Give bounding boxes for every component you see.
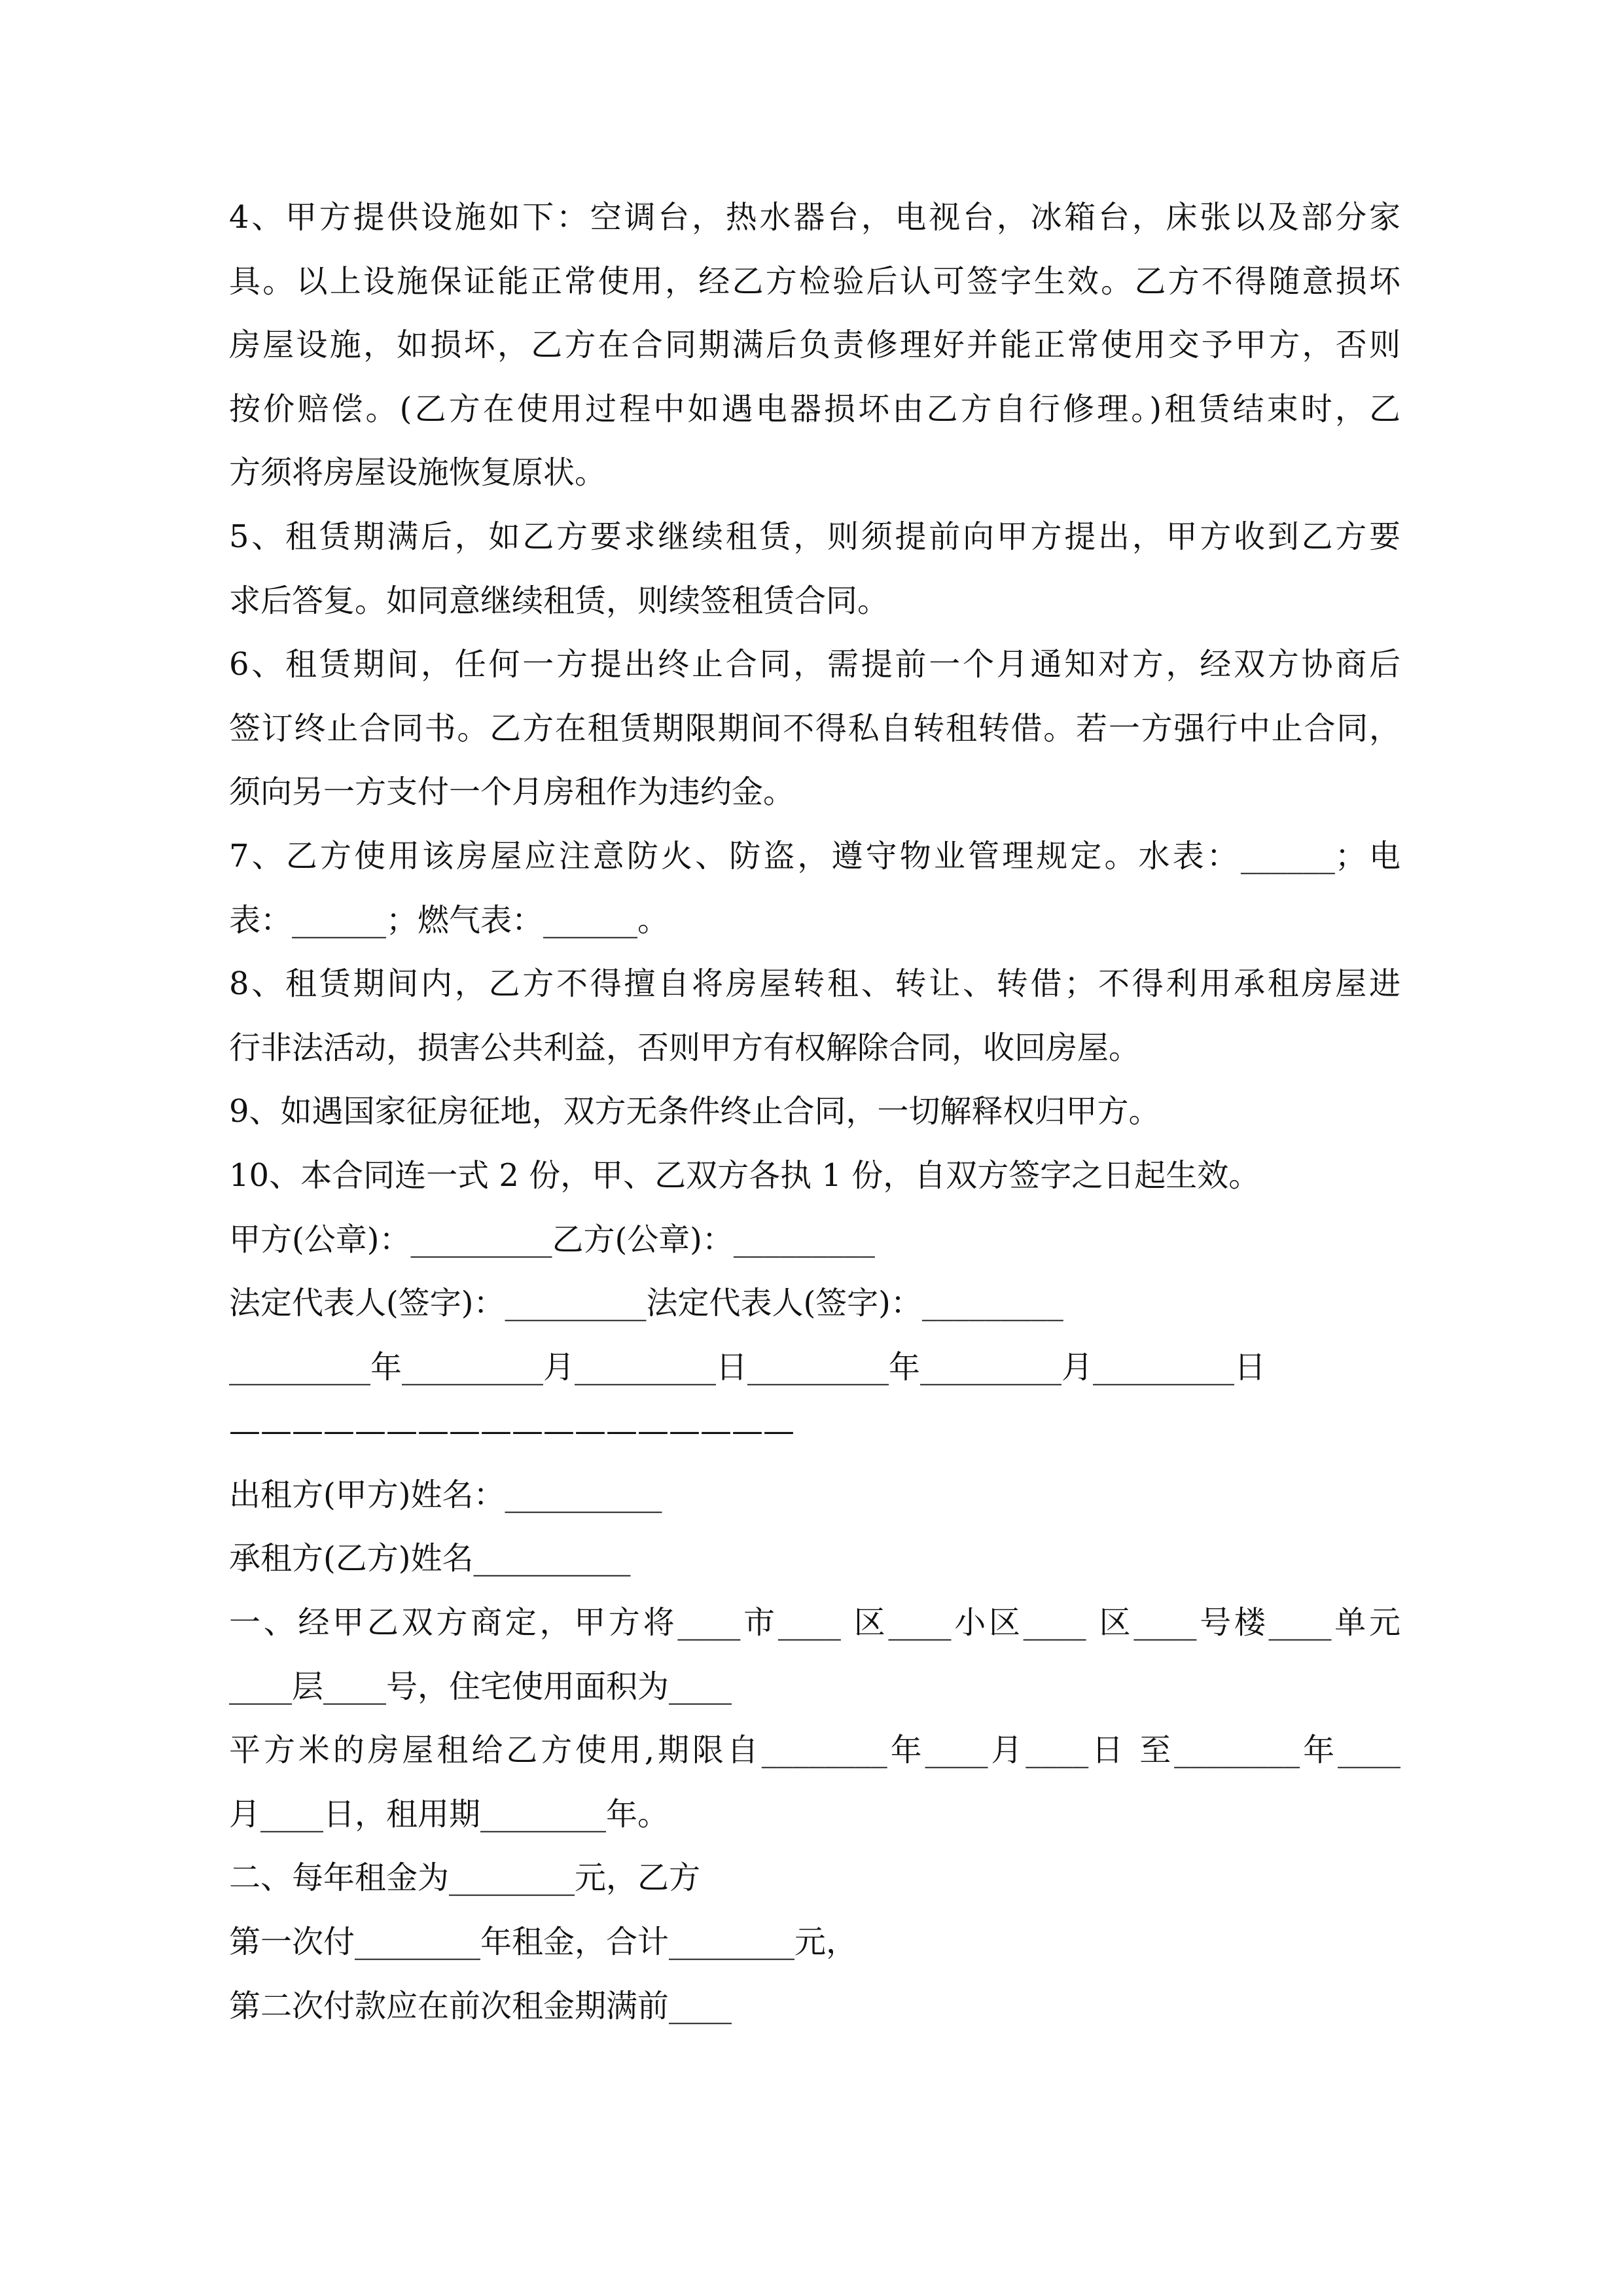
text-line: 方须将房屋设施恢复原状。	[229, 454, 607, 492]
clause-5	[229, 505, 1400, 633]
clause-8	[229, 952, 1400, 1080]
contract-clauses	[229, 186, 1400, 1208]
landlord-name-line: 出租方(甲方)姓名：__________	[229, 1476, 662, 1513]
text-line: 房屋设施，如损坏，乙方在合同期满后负责修理好并能正常使用交予甲方，否则	[229, 327, 1400, 364]
text-line: 表：______；燃气表：______。	[229, 901, 669, 939]
clause-4	[229, 186, 1400, 505]
contract-page	[229, 186, 1400, 2038]
text-line: 7、乙方使用该房屋应注意防火、防盗，遵守物业管理规定。水表：______；电	[229, 837, 1400, 874]
text-line: 10、本合同连一式 2 份，甲、乙双方各执 1 份，自双方签字之日起生效。	[229, 1157, 1260, 1194]
text-line: 按价赔偿。(乙方在使用过程中如遇电器损坏由乙方自行修理。)租赁结束时，乙	[229, 390, 1400, 427]
text-line: 4、甲方提供设施如下：空调台，热水器台，电视台，冰箱台，床张以及部分家	[229, 199, 1400, 236]
text-line: 6、租赁期间，任何一方提出终止合同，需提前一个月通知对方，经双方协商后	[229, 646, 1400, 683]
clause-6	[229, 633, 1400, 825]
clause-1	[229, 1591, 1400, 1846]
text-line: 须向另一方支付一个月房租作为违约金。	[229, 774, 795, 811]
text-line: 5、租赁期满后，如乙方要求继续租赁，则须提前向甲方提出，甲方收到乙方要	[229, 518, 1400, 555]
text-line: 具。以上设施保证能正常使用，经乙方检验后认可签字生效。乙方不得随意损坏	[229, 262, 1400, 300]
text-line: 平方米的房屋租给乙方使用,期限自________年____月____日 至________年____	[229, 1732, 1400, 1769]
clause-2	[229, 1846, 1400, 2038]
representative-signature-line: 法定代表人(签字)：_________法定代表人(签字)：_________	[229, 1285, 1063, 1322]
text-line: 二、每年租金为________元，乙方	[229, 1859, 701, 1897]
clause-7	[229, 825, 1400, 952]
text-line: 求后答复。如同意继续租赁，则续签租赁合同。	[229, 582, 889, 619]
text-line: 月____日，租用期________年。	[229, 1795, 669, 1833]
text-line: 签订终止合同书。乙方在租赁期限期间不得私自转租转借。若一方强行中止合同，	[229, 709, 1400, 747]
text-line: 9、如遇国家征房征地，双方无条件终止合同，一切解释权归甲方。	[229, 1093, 1160, 1130]
separator-line: ——————————————————	[229, 1412, 794, 1450]
text-line: 8、租赁期间内，乙方不得擅自将房屋转租、转让、转借；不得利用承租房屋进	[229, 965, 1400, 1003]
text-line: 第一次付________年租金，合计________元，	[229, 1924, 858, 1961]
text-line: 行非法活动，损害公共利益，否则甲方有权解除合同，收回房屋。	[229, 1029, 1141, 1066]
clause-10	[229, 1144, 1400, 1208]
text-line: ____层____号，住宅使用面积为____	[229, 1668, 732, 1705]
date-line: _________年_________月_________日_________年_________月_________日	[229, 1348, 1266, 1386]
text-line: 第二次付款应在前次租金期满前____	[229, 1987, 732, 2024]
clause-9	[229, 1080, 1400, 1144]
tenant-name-line: 承租方(乙方)姓名__________	[229, 1540, 631, 1577]
seal-signature-line: 甲方(公章)：_________乙方(公章)：_________	[229, 1221, 875, 1258]
text-line: 一、经甲乙双方商定，甲方将____市____ 区____小区____ 区____号楼____单元	[229, 1604, 1400, 1641]
